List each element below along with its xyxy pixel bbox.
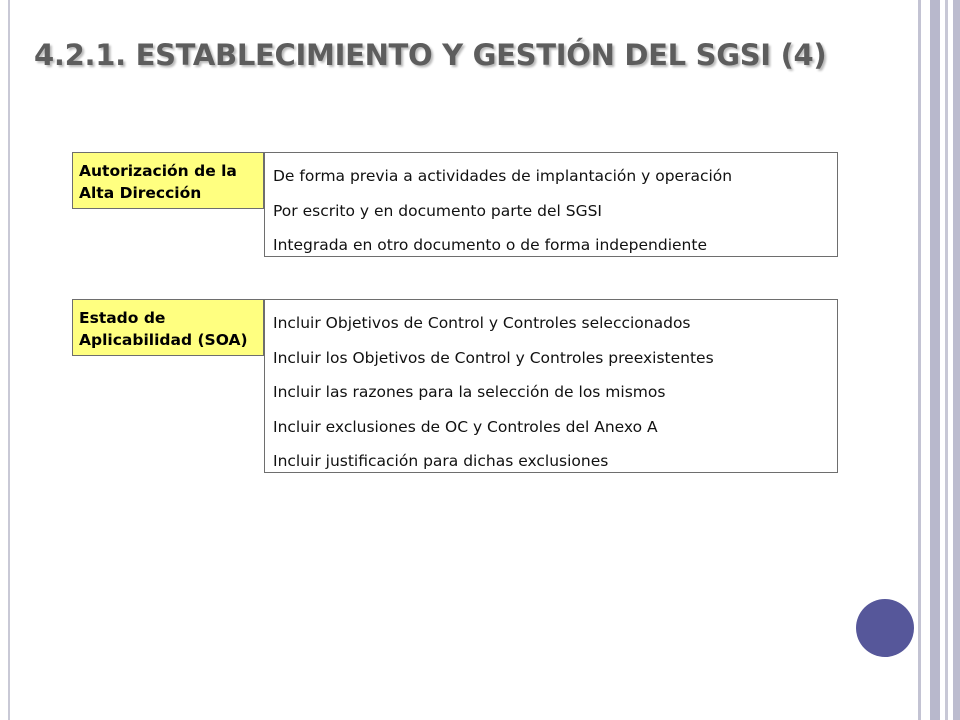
list-item: Incluir Objetivos de Control y Controles seleccionados xyxy=(273,314,691,332)
section-label-line: Alta Dirección xyxy=(79,184,202,202)
section-label-authorization xyxy=(72,152,264,209)
frame-right-line xyxy=(945,0,948,720)
list-item: Incluir los Objetivos de Control y Controles preexistentes xyxy=(273,348,714,367)
frame-right-line xyxy=(953,0,960,720)
list-item: De forma previa a actividades de implantación y operación xyxy=(273,167,733,185)
list-item: Incluir las razones para la selección de los mismos xyxy=(273,383,666,401)
slide-title: 4.2.1. ESTABLECIMIENTO Y GESTIÓN DEL SGSI (4) xyxy=(34,38,827,72)
frame-right-line xyxy=(918,0,921,720)
decorative-circle-icon xyxy=(856,599,914,657)
section-label-line: Aplicabilidad (SOA) xyxy=(79,331,248,349)
list-item: Incluir justificación para dichas exclusiones xyxy=(273,452,609,470)
list-item: Por escrito y en documento parte del SGSI xyxy=(273,201,602,220)
list-item: Integrada en otro documento o de forma independiente xyxy=(273,236,707,254)
section-items-authorization xyxy=(264,152,838,257)
section-label-line: Autorización de la xyxy=(79,162,237,180)
frame-left-border xyxy=(8,0,10,720)
list-item: Incluir exclusiones de OC y Controles del Anexo A xyxy=(273,417,658,436)
section-items-soa xyxy=(264,299,838,473)
section-label-soa xyxy=(72,299,264,356)
section-label-line: Estado de xyxy=(79,309,166,327)
frame-right-line xyxy=(930,0,940,720)
